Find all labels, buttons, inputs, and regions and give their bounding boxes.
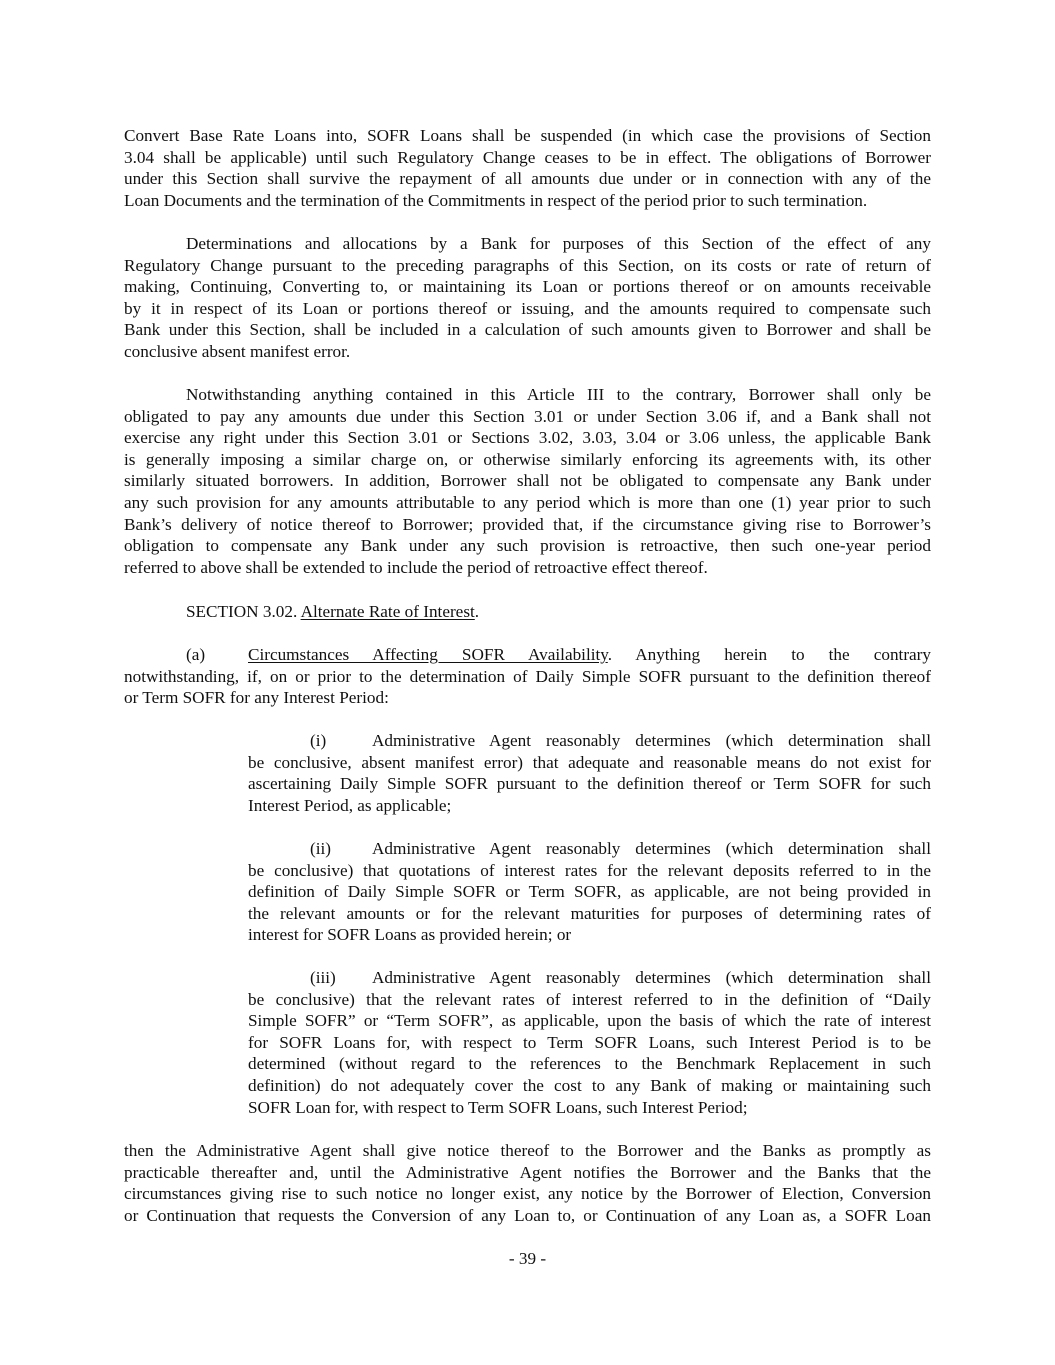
text-line: interest for SOFR Loans as provided herein; or	[248, 925, 572, 945]
text-line: circumstances giving rise to such notice no longer exist, any notice by the Borrower of Election, Conversion	[124, 1184, 931, 1204]
text-line: Bank’s delivery of notice thereof to Borrower; provided that, if the circumstance giving rise to Borrower’s	[124, 514, 931, 534]
paragraph-closing	[124, 1140, 931, 1226]
text-line: any such provision for any amounts attributable to any period which is more than one (1) year prior to such	[124, 492, 931, 512]
text-line: practicable thereafter and, until the Administrative Agent notifies the Borrower and the Banks that the	[124, 1162, 931, 1182]
text-line: similarly situated borrowers. In addition, Borrower shall not be obligated to compensate any Bank under	[124, 471, 931, 491]
text-line: definition of Daily Simple SOFR or Term SOFR, as applicable, are not being provided in	[248, 882, 931, 902]
text-line: Administrative Agent reasonably determines (which determination shall	[372, 968, 931, 987]
section-suffix: .	[474, 602, 480, 621]
subclause-ii	[248, 838, 931, 946]
text-line: Administrative Agent reasonably determines (which determination shall	[372, 839, 931, 858]
text-line: or Continuation that requests the Conversion of any Loan to, or Continuation of any Loan as, a SOFR Loan	[124, 1205, 931, 1225]
text-line: be conclusive) that the relevant rates of interest referred to in the definition of “Daily	[248, 989, 931, 1009]
text-line: then the Administrative Agent shall give notice thereof to the Borrower and the Banks as promptly as	[124, 1141, 931, 1160]
clause-a-label: (a)	[186, 645, 206, 664]
subclause-iii	[248, 967, 931, 1118]
text-line: Administrative Agent reasonably determines (which determination shall	[372, 731, 931, 750]
text-line: obligated to pay any amounts due under this Section 3.01 or under Section 3.06 if, and a Bank shall not	[124, 406, 931, 426]
paragraph-notwithstanding	[124, 384, 931, 578]
text-line: is generally imposing a similar charge on, or otherwise similarly enforcing its agreements with, its other	[124, 449, 931, 469]
text-line: Loan Documents and the termination of the Commitments in respect of the period prior to such termination.	[124, 190, 868, 210]
text-line: by it in respect of its Loan or portions thereof or issuing, and the amounts required to compensate such	[124, 298, 931, 318]
text-line: SOFR Loan for, with respect to Term SOFR Loans, such Interest Period;	[248, 1097, 748, 1117]
text-line: Determinations and allocations by a Bank for purposes of this Section of the effect of any	[186, 234, 931, 253]
text-line: definition) do not adequately cover the cost to any Bank of making or maintaining such	[248, 1075, 931, 1095]
section-heading	[124, 601, 931, 623]
text-line: exercise any right under this Section 3.01 or Sections 3.02, 3.03, 3.04 or 3.06 unless, the applicable Bank	[124, 428, 931, 448]
text-line: obligation to compensate any Bank under any such provision is retroactive, then such one-year period	[124, 536, 931, 556]
text-line: Regulatory Change pursuant to the preceding paragraphs of this Section, on its costs or rate of return of	[124, 255, 931, 275]
subclause-label: (iii)	[310, 968, 336, 987]
subclause-label: (i)	[310, 731, 327, 750]
text-line: referred to above shall be extended to include the period of retroactive effect thereof.	[124, 557, 708, 577]
paragraph-determinations	[124, 233, 931, 363]
text-line: Convert Base Rate Loans into, SOFR Loans shall be suspended (in which case the provisions of Section	[124, 126, 931, 145]
clause-a-heading: Circumstances Affecting SOFR Availability	[248, 645, 608, 664]
subclause-i	[248, 730, 931, 816]
text-line: or Term SOFR for any Interest Period:	[124, 688, 389, 708]
text-line: for SOFR Loans for, with respect to Term SOFR Loans, such Interest Period is to be	[248, 1032, 931, 1052]
clause-a-first-line: . Anything herein to the contrary	[607, 645, 931, 664]
paragraph-regulatory-change	[124, 125, 931, 211]
text-line: Simple SOFR” or “Term SOFR”, as applicable, upon the basis of which the rate of interest	[248, 1011, 931, 1031]
text-line: making, Continuing, Converting to, or maintaining its Loan or portions thereof or on amounts receivable	[124, 277, 931, 297]
text-line: the relevant amounts or for the relevant maturities for purposes of determining rates of	[248, 903, 931, 923]
section-number: SECTION 3.02.	[186, 602, 301, 621]
text-line: conclusive absent manifest error.	[124, 341, 351, 361]
text-line: be conclusive, absent manifest error) that adequate and reasonable means do not exist for	[248, 752, 931, 772]
page-number: - 39 -	[508, 1249, 547, 1268]
clause-a	[124, 644, 931, 709]
text-line: notwithstanding, if, on or prior to the determination of Daily Simple SOFR pursuant to the definition thereof	[124, 666, 931, 686]
text-line: 3.04 shall be applicable) until such Regulatory Change ceases to be in effect. The obligations of Borrower	[124, 147, 931, 167]
section-title: Alternate Rate of Interest	[300, 602, 475, 621]
text-line: Interest Period, as applicable;	[248, 795, 452, 815]
text-line: under this Section shall survive the repayment of all amounts due under or in connection with any of the	[124, 169, 931, 189]
subclause-label: (ii)	[310, 839, 331, 858]
text-line: Notwithstanding anything contained in this Article III to the contrary, Borrower shall only be	[186, 385, 931, 404]
text-line: ascertaining Daily Simple SOFR pursuant to the definition thereof or Term SOFR for such	[248, 774, 931, 794]
text-line: determined (without regard to the references to the Benchmark Replacement in such	[248, 1054, 931, 1074]
text-line: be conclusive) that quotations of interest rates for the relevant deposits referred to in the	[248, 860, 931, 880]
text-line: Bank under this Section, shall be included in a calculation of such amounts given to Borrower and shall be	[124, 320, 931, 340]
